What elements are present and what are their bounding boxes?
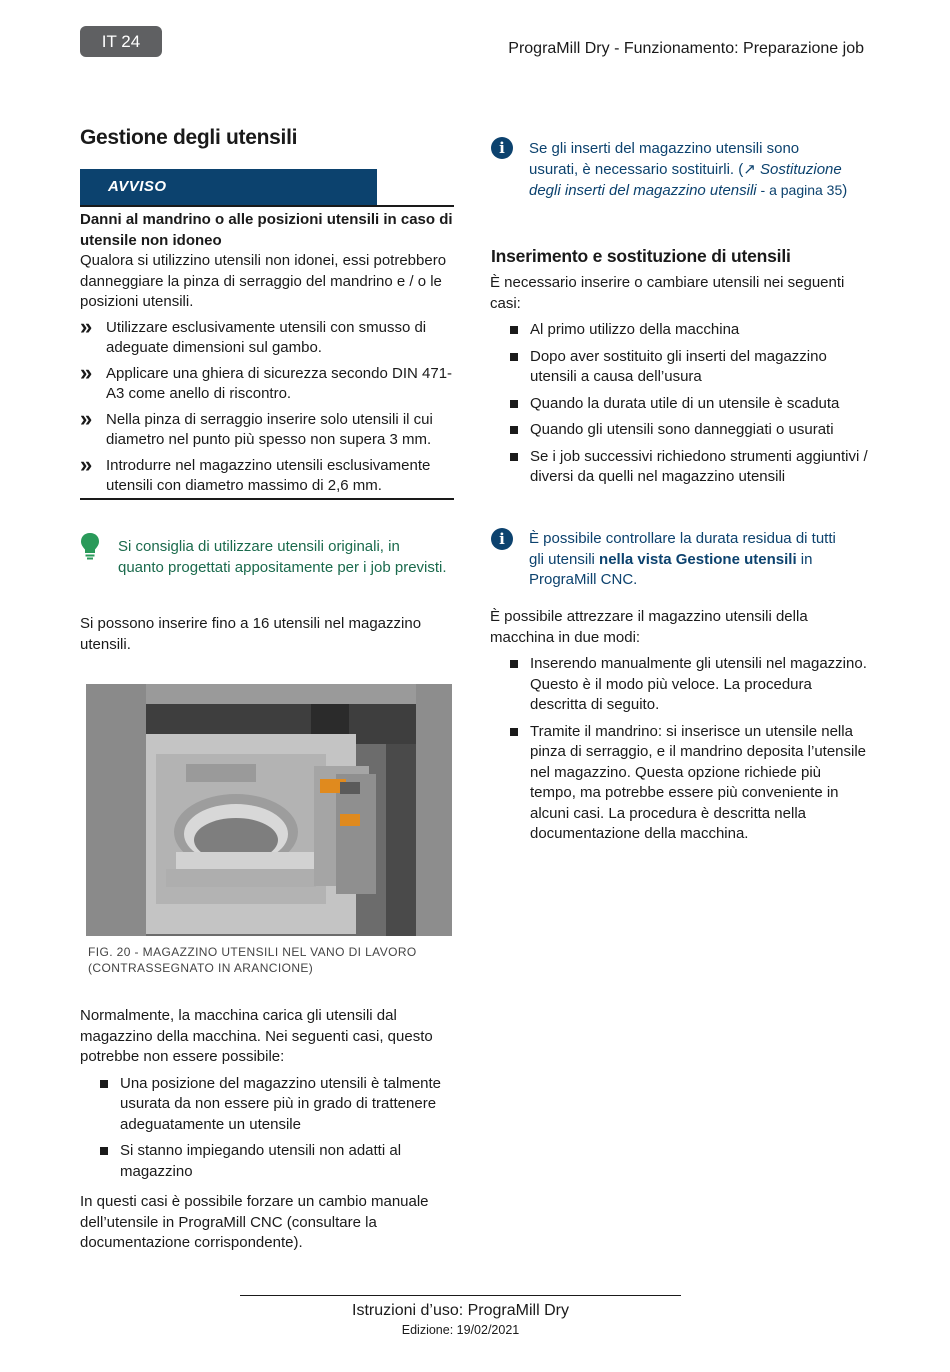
tip-text: Si consiglia di utilizzare utensili originali, in quanto progettati appositamente per i job previsti. <box>118 538 447 576</box>
bullet-square-icon <box>510 353 518 361</box>
list-item <box>490 654 870 716</box>
notice-body: Qualora si utilizzino utensili non idonei, essi potrebbero danneggiare la pinza di serraggio del mandrino e / o le posizioni utensili. <box>80 252 447 310</box>
double-chevron-icon: » <box>80 451 93 477</box>
bullet-square-icon <box>100 1080 108 1088</box>
normal-loading-block <box>80 1006 455 1254</box>
insertion-intro: È necessario inserire o cambiare utensili nei seguenti casi: <box>490 274 845 312</box>
bullet-square-icon <box>510 660 518 668</box>
figure-caption-line: (CONTRASSEGNATO IN ARANCIONE) <box>88 961 314 975</box>
capacity-text: Si possono inserire fino a 16 utensili nel magazzino utensili. <box>80 615 422 653</box>
list-item-text: Quando la durata utile di un utensile è scaduta <box>530 394 840 412</box>
bullet-square-icon <box>510 453 518 461</box>
bullet-square-icon <box>510 728 518 736</box>
list-item-text: Si stanno impiegando utensili non adatti al magazzino <box>120 1142 402 1180</box>
list-item-text: Inserendo manualmente gli utensili nel magazzino. Questo è il modo più veloce. La procedura descritta di seguito. <box>530 655 867 713</box>
footer-title: Istruzioni d’uso: PrograMill Dry <box>352 1302 569 1319</box>
notice-item <box>80 451 455 497</box>
double-chevron-icon: » <box>80 405 93 431</box>
notice-item <box>80 405 455 451</box>
footer-edition: Edizione: 19/02/2021 <box>401 1323 520 1337</box>
list-item <box>490 722 870 845</box>
lightbulb-icon <box>80 532 100 560</box>
double-chevron-icon: » <box>80 359 93 385</box>
info-icon: i <box>491 137 513 159</box>
equip-modes-block <box>490 607 870 845</box>
list-item <box>490 447 870 488</box>
notice-bottom-rule <box>80 498 454 500</box>
notice-item-text: Nella pinza di serraggio inserire solo utensili il cui diametro nel punto più spesso non supera 3 mm. <box>106 410 433 448</box>
list-item-text: Tramite il mandrino: si inserisce un utensile nella pinza di serraggio, e il mandrino deposita l’utensile nel magazzino. Questa opzione richiede più tempo, ma potrebbe essere più conveniente in alcuni casi. La procedura è descritta nella documentazione della macchina. <box>530 722 867 842</box>
info-icon: i <box>491 528 513 550</box>
cross-reference-page: - a pagina 35 <box>756 182 843 198</box>
list-item-text: Quando gli utensili sono danneggiati o usurati <box>530 421 834 438</box>
footer-rule <box>240 1295 681 1296</box>
list-item <box>490 320 870 341</box>
insertion-cases-block <box>490 273 870 488</box>
normal-loading-text: Normalmente, la macchina carica gli utensili dal magazzino della macchina. Nei seguenti casi, questo potrebbe non essere possibile: <box>80 1007 433 1065</box>
page-number-badge: IT 24 <box>80 26 162 57</box>
info-note-close: ) <box>842 182 848 199</box>
notice-item-text: Introdurre nel magazzino utensili esclusivamente utensili con diametro massimo di 2,6 mm. <box>106 456 431 494</box>
notice-label-bar <box>80 169 377 205</box>
notice-item-text: Applicare una ghiera di sicurezza secondo DIN 471-A3 come anello di riscontro. <box>106 364 453 402</box>
list-item <box>490 420 870 441</box>
bullet-square-icon <box>510 326 518 334</box>
list-item <box>490 347 870 388</box>
list-item-text: Se i job successivi richiedono strumenti aggiuntivi / diversi da quelli nel magazzino utensili <box>530 447 868 485</box>
list-item-text: Al primo utilizzo della macchina <box>530 321 740 338</box>
notice-heading: Danni al mandrino o alle posizioni utensili in caso di utensile non idoneo <box>80 211 453 249</box>
external-link-icon: ↗ <box>743 160 756 178</box>
closing-text: In questi casi è possibile forzare un cambio manuale dell’utensile in PrograMill CNC (consultare la documentazione corrispondente). <box>80 1193 429 1251</box>
notice-label: AVVISO <box>108 178 167 195</box>
list-item <box>80 1141 455 1182</box>
equip-modes-intro: È possibile attrezzare il magazzino utensili della macchina in due modi: <box>490 608 808 646</box>
figure-caption-line: FIG. 20 - MAGAZZINO UTENSILI NEL VANO DI LAVORO <box>88 945 417 959</box>
info-note-inserts <box>529 139 849 202</box>
list-item-text: Una posizione del magazzino utensili è talmente usurata da non essere più in grado di trattenere adeguatamente un utensile <box>120 1074 442 1133</box>
section-title: Gestione degli utensili <box>80 126 298 149</box>
running-header: PrograMill Dry - Funzionamento: Preparazione job <box>508 40 864 57</box>
info-note-emphasis: nella vista Gestione utensili <box>599 550 797 568</box>
notice-item <box>80 359 455 405</box>
figure-caption <box>88 944 458 976</box>
bullet-square-icon <box>510 400 518 408</box>
list-item-text: Dopo aver sostituito gli inserti del magazzino utensili a causa dell’usura <box>530 347 827 385</box>
info-note-tool-life <box>529 529 854 591</box>
double-chevron-icon: » <box>80 313 93 339</box>
bullet-square-icon <box>510 426 518 434</box>
info-note-text: È possibile controllare la durata residua di tutti gli utensili <box>529 530 836 568</box>
info-note-text: Se gli inserti del magazzino utensili sono usurati, è necessario sostituirli. ( <box>529 140 800 178</box>
bullet-square-icon <box>100 1147 108 1155</box>
list-item <box>80 1074 455 1136</box>
list-item <box>490 394 870 415</box>
notice-item-text: Utilizzare esclusivamente utensili con smusso di adeguate dimensioni sul gambo. <box>106 318 427 356</box>
tool-magazine-figure <box>86 684 452 936</box>
cross-reference-link[interactable]: Sostituzione degli inserti del magazzino utensili <box>529 160 842 199</box>
notice-item <box>80 313 455 359</box>
subsection-title: Inserimento e sostituzione di utensili <box>491 246 791 266</box>
notice-top-rule <box>80 205 454 207</box>
notice-block <box>80 210 455 497</box>
info-note-text-end: in PrograMill CNC. <box>529 550 813 588</box>
